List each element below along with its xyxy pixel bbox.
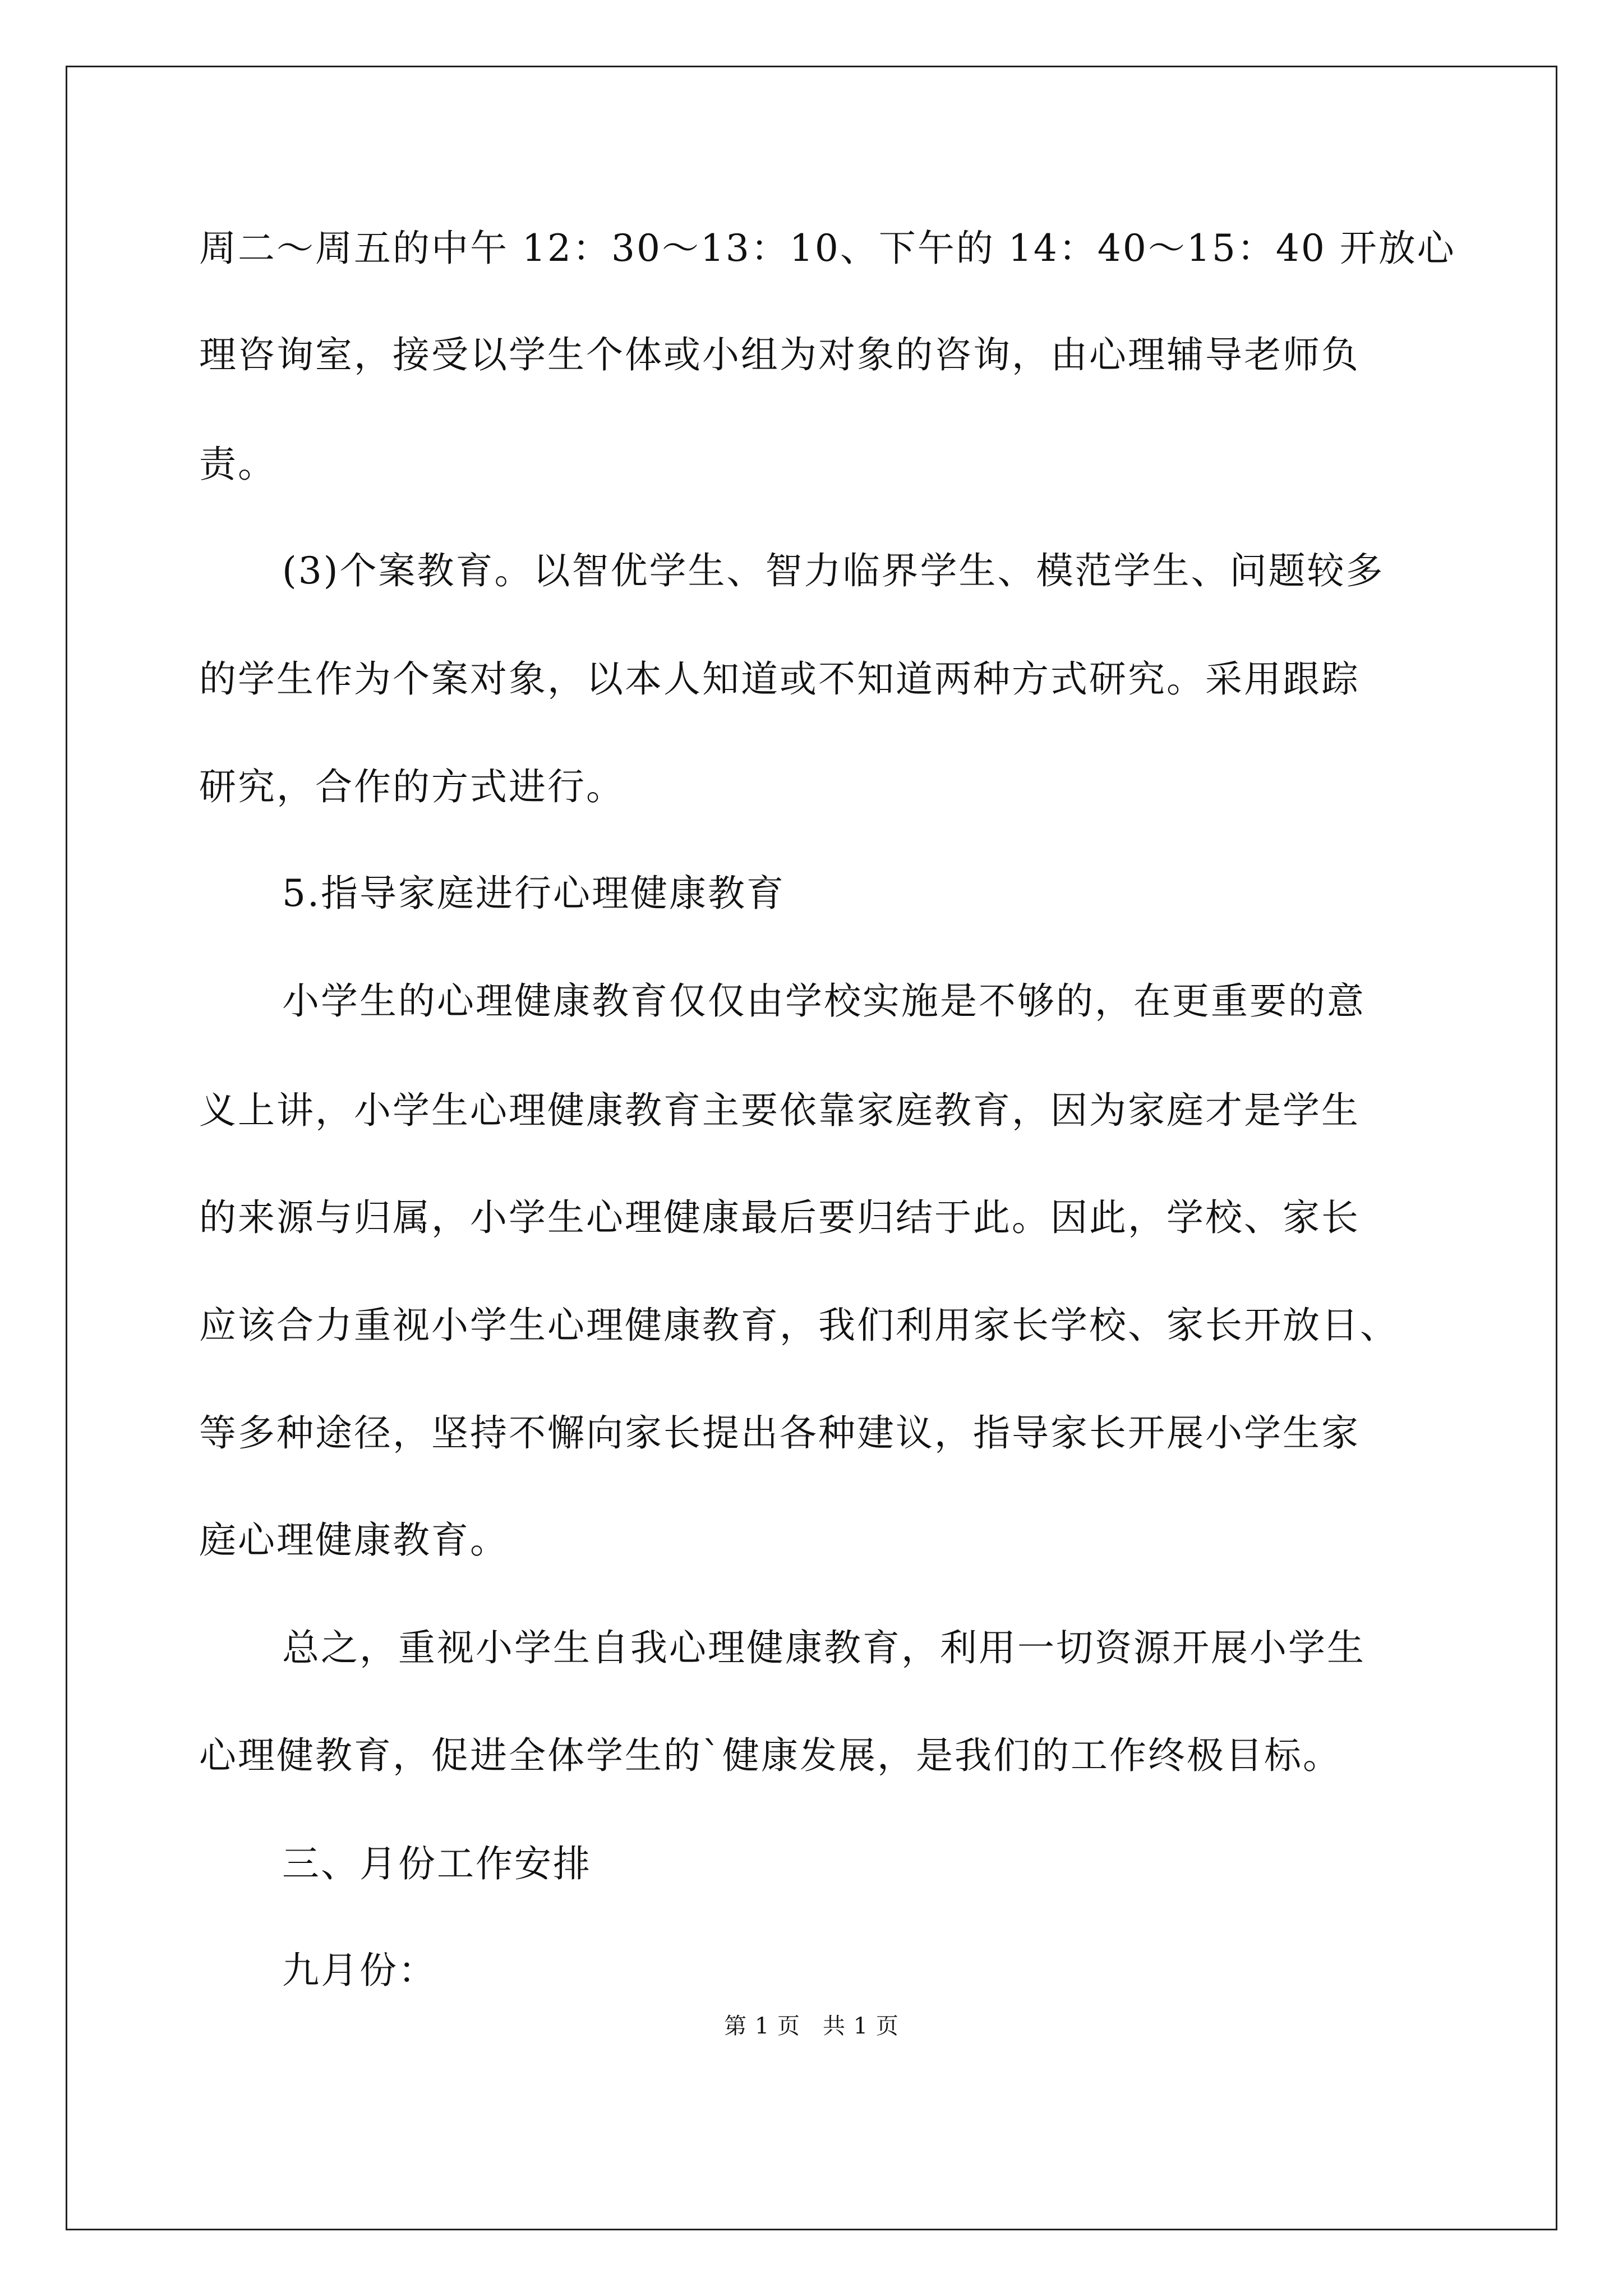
page-border	[66, 66, 1557, 2230]
paragraph-line: 的来源与归属，小学生心理健康最后要归结于此。因此，学校、家长	[199, 1196, 1360, 1239]
paragraph-line: 总之，重视小学生自我心理健康教育，利用一切资源开展小学生	[282, 1626, 1366, 1669]
paragraph-line: 应该合力重视小学生心理健康教育，我们利用家长学校、家长开放日、	[199, 1304, 1399, 1347]
paragraph-line: 九月份：	[282, 1949, 437, 1992]
paragraph-line: 心理健教育，促进全体学生的`健康发展，是我们的工作终极目标。	[199, 1734, 1341, 1777]
paragraph-line: (3)个案教育。以智优学生、智力临界学生、模范学生、问题较多	[282, 549, 1385, 592]
paragraph-line: 理咨询室，接受以学生个体或小组为对象的咨询，由心理辅导老师负	[199, 333, 1360, 376]
page-number: 第 1 页	[724, 2013, 800, 2039]
paragraph-line: 责。	[199, 443, 276, 486]
paragraph-line: 研究，合作的方式进行。	[199, 765, 625, 808]
page-footer	[0, 2008, 1623, 2040]
paragraph-line: 小学生的心理健康教育仅仅由学校实施是不够的，在更重要的意	[282, 979, 1366, 1023]
paragraph-line: 庭心理健康教育。	[199, 1519, 509, 1562]
section-heading: 三、月份工作安排	[282, 1842, 592, 1885]
section-heading: 5.指导家庭进行心理健康教育	[282, 872, 785, 915]
page-total: 共 1 页	[823, 2013, 899, 2039]
paragraph-line: 周二～周五的中午 12：30～13：10、下午的 14：40～15：40 开放心	[199, 227, 1456, 270]
paragraph-line: 的学生作为个案对象，以本人知道或不知道两种方式研究。采用跟踪	[199, 657, 1360, 701]
paragraph-line: 等多种途径，坚持不懈向家长提出各种建议，指导家长开展小学生家	[199, 1411, 1360, 1455]
paragraph-line: 义上讲，小学生心理健康教育主要依靠家庭教育，因为家庭才是学生	[199, 1089, 1360, 1132]
